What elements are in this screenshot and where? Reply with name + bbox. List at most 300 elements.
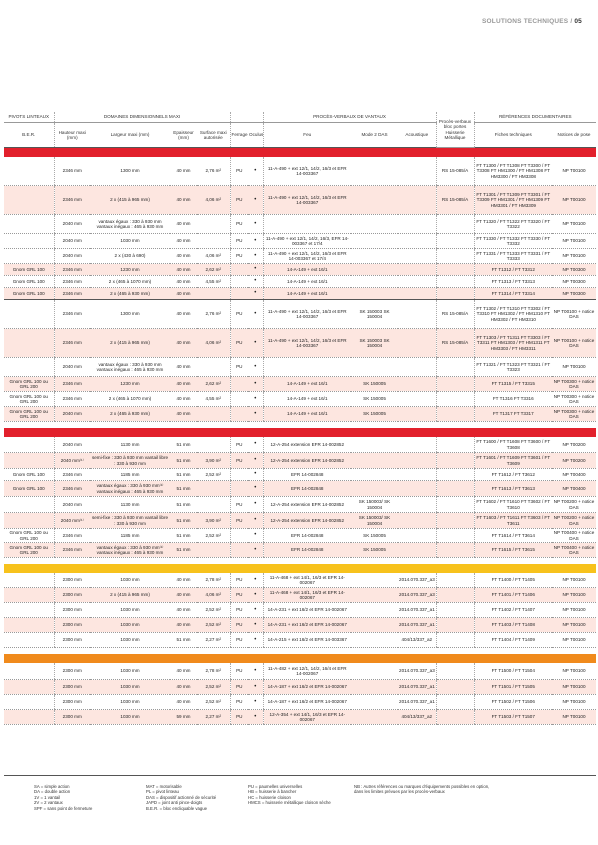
- mode-das-cell: [351, 249, 398, 264]
- surface-cell: 2,27 m²: [197, 633, 230, 648]
- oculus-cell: •: [248, 513, 263, 529]
- legend-entry: PL = pivot linteau: [146, 789, 179, 795]
- ferrage-cell: PU: [230, 680, 248, 695]
- ber-cell: [4, 234, 54, 249]
- epaisseur-cell: 51 mm: [170, 497, 197, 513]
- ber-cell: [4, 573, 54, 588]
- ber-cell: [4, 329, 54, 358]
- oculus-cell: •: [248, 234, 263, 249]
- oculus-cell: •: [248, 543, 263, 558]
- section-band-red: [4, 428, 596, 437]
- ferrage-cell: [230, 481, 248, 497]
- surface-cell: 2,78 m²: [197, 573, 230, 588]
- acoustique-cell: 2014.070.337_a3: [398, 573, 436, 588]
- feu-cell: 11-A-490 + ext 12/1, 14/2, 16/3 et EFR 14-003367: [263, 157, 351, 186]
- surface-cell: 4,06 m²: [197, 329, 230, 358]
- acoustique-cell: [398, 358, 436, 377]
- ber-cell: Gnom GRL 100: [4, 276, 54, 288]
- legend-col-1: [34, 784, 92, 811]
- ber-cell: [4, 618, 54, 633]
- notices-cell: NP T00100 + notice DAS: [552, 300, 596, 329]
- ber-cell: Gnom GRL 100: [4, 481, 54, 497]
- surface-cell: 2,52 m²: [197, 680, 230, 695]
- feu-cell: [263, 358, 351, 377]
- ferrage-cell: [230, 377, 248, 392]
- section-band-yel: [4, 564, 596, 573]
- epaisseur-cell: 51 mm: [170, 469, 197, 481]
- largeur-cell: 2 x (465 à 1070 mm): [90, 276, 170, 288]
- col-surface: Surface maxi autorisée: [197, 123, 230, 148]
- ferrage-cell: [230, 392, 248, 407]
- surface-cell: 4,55 m²: [197, 276, 230, 288]
- oculus-cell: •: [248, 392, 263, 407]
- table-row: [4, 588, 596, 603]
- table-row: [4, 497, 596, 513]
- table-row: [4, 186, 596, 215]
- acoustique-cell: 2014.070.337_a3: [398, 588, 436, 603]
- table-row: [4, 392, 596, 407]
- group-pivots: PIVOTS LINTEAUX: [4, 112, 54, 123]
- largeur-cell: 1030 mm: [90, 695, 170, 710]
- notices-cell: NP T00100 + notice DAS: [552, 329, 596, 358]
- fiches-cell: FT T1320 / FT T1322 FT T3320 / FT T3322: [474, 215, 552, 234]
- table-row: [4, 469, 596, 481]
- legend-entry: DA = double action: [34, 789, 71, 795]
- pv-bloc-cell: [436, 633, 474, 648]
- legend-entry: B.E.R. = bloc encliquable vague: [146, 805, 208, 811]
- feu-cell: 12-A-254 extension EFR 14-002852: [263, 513, 351, 529]
- acoustique-cell: [398, 288, 436, 300]
- epaisseur-cell: 51 mm: [170, 543, 197, 558]
- acoustique-cell: [398, 543, 436, 558]
- mode-das-cell: [351, 276, 398, 288]
- fiches-cell: FT T1502 / FT T1506: [474, 695, 552, 710]
- legend-divider: [4, 775, 596, 776]
- pv-bloc-cell: [436, 680, 474, 695]
- pv-bloc-cell: [436, 249, 474, 264]
- col-feu: Feu: [263, 123, 351, 148]
- mode-das-cell: [351, 453, 398, 469]
- table-row: [4, 249, 596, 264]
- fiches-cell: FT T1312 / FT T3312: [474, 264, 552, 276]
- feu-cell: 14-A-149 + ext 16/1: [263, 276, 351, 288]
- oculus-cell: •: [248, 453, 263, 469]
- feu-cell: EFR 14-002848: [263, 481, 351, 497]
- epaisseur-cell: 40 mm: [170, 663, 197, 680]
- fiches-cell: FT T1401 / FT T1406: [474, 588, 552, 603]
- surface-cell: 2,52 m²: [197, 529, 230, 543]
- col-notices: Notices de pose: [552, 123, 596, 148]
- epaisseur-cell: 40 mm: [170, 264, 197, 276]
- surface-cell: 2,62 m²: [197, 264, 230, 276]
- notices-cell: NP T00100: [552, 234, 596, 249]
- pv-bloc-cell: RS 15-085/A: [436, 186, 474, 215]
- ferrage-cell: [230, 407, 248, 422]
- surface-cell: [197, 288, 230, 300]
- hauteur-cell: 2346 mm: [54, 469, 90, 481]
- surface-cell: 2,78 m²: [197, 663, 230, 680]
- hauteur-cell: 2346 mm: [54, 186, 90, 215]
- notices-cell: NP T00400 + notice DAS: [552, 543, 596, 558]
- oculus-cell: •: [248, 437, 263, 453]
- ferrage-cell: PU: [230, 300, 248, 329]
- ber-cell: Gnom GRL 100: [4, 469, 54, 481]
- surface-cell: [197, 481, 230, 497]
- ber-cell: [4, 157, 54, 186]
- feu-cell: 11-A-468 + ext 14/1, 16/3 et EFR 14-002067: [263, 588, 351, 603]
- mode-das-cell: SK 150005: [351, 529, 398, 543]
- mode-das-cell: [351, 618, 398, 633]
- hauteur-cell: 2346 mm: [54, 377, 90, 392]
- fiches-cell: FT T1601 / FT T1609 FT T3601 / FT T3609: [474, 453, 552, 469]
- mode-das-cell: SK 150003 SK 150004: [351, 300, 398, 329]
- epaisseur-cell: 40 mm: [170, 588, 197, 603]
- surface-cell: [197, 437, 230, 453]
- legend-entry: dans les limites prévues par les procès-verbaux: [354, 789, 445, 795]
- largeur-cell: 2 x (430 à 690): [90, 249, 170, 264]
- notices-cell: NP T00200 + notice DAS: [552, 513, 596, 529]
- surface-cell: [197, 407, 230, 422]
- mode-das-cell: SK 150003/ SK 150004: [351, 497, 398, 513]
- pv-bloc-cell: [436, 437, 474, 453]
- fiches-cell: FT T1330 / FT T1332 FT T3330 / FT T3332: [474, 234, 552, 249]
- largeur-cell: 1030 mm: [90, 680, 170, 695]
- ber-cell: Gnom GRL 100 ou GRL 200: [4, 407, 54, 422]
- pv-bloc-cell: RS 15-085/A: [436, 157, 474, 186]
- hauteur-cell: 2346 mm: [54, 481, 90, 497]
- col-proces-verbaux-bloc: Procès-verbaux bloc portes Huisserie Métallique: [436, 112, 474, 148]
- fiches-cell: FT T1614 / FT T3614: [474, 529, 552, 543]
- notices-cell: NP T00300: [552, 264, 596, 276]
- hauteur-cell: 2346 mm: [54, 300, 90, 329]
- acoustique-cell: [398, 481, 436, 497]
- hauteur-cell: 2300 mm: [54, 588, 90, 603]
- fiches-cell: FT T1313 / FT T3313: [474, 276, 552, 288]
- epaisseur-cell: 40 mm: [170, 186, 197, 215]
- ber-cell: Gnom GRL 100 ou GRL 200: [4, 529, 54, 543]
- technical-table: [4, 112, 596, 725]
- ferrage-cell: PU: [230, 249, 248, 264]
- ferrage-cell: PU: [230, 710, 248, 725]
- acoustique-cell: 2014.070.337_a1: [398, 618, 436, 633]
- oculus-cell: •: [248, 276, 263, 288]
- largeur-cell: 1130 mm: [90, 497, 170, 513]
- mode-das-cell: SK 150005: [351, 392, 398, 407]
- ber-cell: [4, 437, 54, 453]
- feu-cell: 14-A-231 + ext 16/2 et EFR 14-002067: [263, 603, 351, 618]
- feu-cell: 14-A-149 + ext 16/1: [263, 377, 351, 392]
- fiches-cell: FT T1302 / FT T1310 FT T3302 / FT T3310 FT HM1302 / FT HM1310 FT HM3302 / FT HM3310: [474, 300, 552, 329]
- ber-cell: Gnom GRL 100 ou GRL 200: [4, 543, 54, 558]
- hauteur-cell: 2300 mm: [54, 663, 90, 680]
- ferrage-cell: PU: [230, 618, 248, 633]
- feu-cell: 11-A-482 + ext 12/1, 14/2, 16/4 et EFR 14-002067: [263, 663, 351, 680]
- ferrage-cell: [230, 469, 248, 481]
- table-row: [4, 157, 596, 186]
- surface-cell: 2,52 m²: [197, 603, 230, 618]
- pv-bloc-cell: [436, 276, 474, 288]
- fiches-cell: FT T1303 / FT T1311 FT T3303 / FT T3311 FT HM1303 / FT HM1311 FT HM3303 / FT HM3311: [474, 329, 552, 358]
- surface-cell: 2,52 m²: [197, 695, 230, 710]
- feu-cell: [263, 215, 351, 234]
- fiches-cell: FT T1314 / FT T3314: [474, 288, 552, 300]
- largeur-cell: 1030 mm: [90, 618, 170, 633]
- legend-entry: NB : Autres références ou marques d'équipements possibles en option,: [354, 784, 490, 789]
- pv-bloc-cell: [436, 215, 474, 234]
- table-row: [4, 695, 596, 710]
- table-row: [4, 288, 596, 300]
- epaisseur-cell: 40 mm: [170, 288, 197, 300]
- mode-das-cell: [351, 234, 398, 249]
- oculus-cell: •: [248, 407, 263, 422]
- feu-cell: 14-A-187 + ext 16/2 et EFR 14-002067: [263, 680, 351, 695]
- col-fiches: Fiches techniques: [474, 123, 552, 148]
- surface-cell: 4,55 m²: [197, 392, 230, 407]
- pv-bloc-cell: [436, 264, 474, 276]
- epaisseur-cell: 40 mm: [170, 573, 197, 588]
- surface-cell: 3,90 m²: [197, 453, 230, 469]
- epaisseur-cell: 51 mm: [170, 529, 197, 543]
- surface-cell: 2,52 m²: [197, 618, 230, 633]
- fiches-cell: FT T1602 / FT T1610 FT T3602 / FT T3610: [474, 497, 552, 513]
- oculus-cell: •: [248, 710, 263, 725]
- ber-cell: [4, 588, 54, 603]
- notices-cell: NP T00100: [552, 249, 596, 264]
- ber-cell: [4, 633, 54, 648]
- legend-col-4: [354, 784, 489, 795]
- hauteur-cell: 2040 mm⁽¹⁾: [54, 453, 90, 469]
- group-pv: PROCÈS-VERBAUX DE VANTAUX: [263, 112, 436, 123]
- table-body: [4, 148, 596, 725]
- ber-cell: [4, 453, 54, 469]
- table-row: [4, 680, 596, 695]
- table-row: [4, 633, 596, 648]
- pv-bloc-cell: [436, 543, 474, 558]
- ber-cell: [4, 300, 54, 329]
- feu-cell: 11-A-468 + ext 14/1, 16/3 et EFR 14-002067: [263, 573, 351, 588]
- notices-cell: NP T00100: [552, 186, 596, 215]
- largeur-cell: 2 x (415 à 965 mm): [90, 186, 170, 215]
- hauteur-cell: 2346 mm: [54, 264, 90, 276]
- notices-cell: NP T00400: [552, 469, 596, 481]
- mode-das-cell: [351, 695, 398, 710]
- ber-cell: [4, 513, 54, 529]
- acoustique-cell: 2014.070.337_a1: [398, 695, 436, 710]
- pv-bloc-cell: [436, 392, 474, 407]
- mode-das-cell: [351, 710, 398, 725]
- mode-das-cell: [351, 603, 398, 618]
- group-dimensions: DOMAINES DIMENSIONNELS MAXI: [54, 112, 230, 123]
- epaisseur-cell: 40 mm: [170, 157, 197, 186]
- notices-cell: NP T00100: [552, 695, 596, 710]
- ber-cell: [4, 186, 54, 215]
- oculus-cell: •: [248, 249, 263, 264]
- notices-cell: NP T00300: [552, 276, 596, 288]
- hauteur-cell: 2300 mm: [54, 633, 90, 648]
- ferrage-cell: PU: [230, 603, 248, 618]
- acoustique-cell: [398, 186, 436, 215]
- feu-cell: EFR 14-002848: [263, 543, 351, 558]
- oculus-cell: •: [248, 469, 263, 481]
- page-header: [482, 18, 582, 25]
- pv-bloc-cell: [436, 481, 474, 497]
- largeur-cell: 2 x (465 à 930 mm): [90, 407, 170, 422]
- col-hauteur: Hauteur maxi (mm): [54, 123, 90, 148]
- acoustique-cell: [398, 529, 436, 543]
- pv-bloc-cell: [436, 710, 474, 725]
- largeur-cell: 1030 mm: [90, 710, 170, 725]
- notices-cell: NP T00100: [552, 603, 596, 618]
- oculus-cell: •: [248, 497, 263, 513]
- mode-das-cell: [351, 573, 398, 588]
- legend-entry: HC = huisserie cloison: [248, 794, 291, 800]
- epaisseur-cell: 40 mm: [170, 618, 197, 633]
- fiches-cell: FT T1300 / FT T1308 FT T3300 / FT T3308 FT HM1300 / FT HM1308 FT HM3300 / FT HM3308: [474, 157, 552, 186]
- mode-das-cell: [351, 469, 398, 481]
- page-number: 05: [574, 18, 582, 25]
- oculus-cell: •: [248, 300, 263, 329]
- oculus-cell: •: [248, 529, 263, 543]
- mode-das-cell: [351, 481, 398, 497]
- pv-bloc-cell: [436, 407, 474, 422]
- feu-cell: 12-A-254 extension EFR 14-002852: [263, 437, 351, 453]
- ferrage-cell: PU: [230, 215, 248, 234]
- pv-bloc-cell: [436, 453, 474, 469]
- surface-cell: 2,27 m²: [197, 710, 230, 725]
- table-row: [4, 264, 596, 276]
- acoustique-cell: [398, 329, 436, 358]
- feu-cell: 11-A-490 + ext 12/1, 14/2, 16/3 et EFR 14-003367: [263, 186, 351, 215]
- ber-cell: [4, 695, 54, 710]
- hauteur-cell: 2040 mm⁽¹⁾: [54, 513, 90, 529]
- feu-cell: EFR 14-002848: [263, 469, 351, 481]
- legend-col-2: [146, 784, 216, 811]
- largeur-cell: 1030 mm: [90, 573, 170, 588]
- hauteur-cell: 2300 mm: [54, 680, 90, 695]
- epaisseur-cell: 40 mm: [170, 358, 197, 377]
- pv-bloc-cell: [436, 573, 474, 588]
- oculus-cell: •: [248, 215, 263, 234]
- acoustique-cell: [398, 497, 436, 513]
- fiches-cell: FT T1603 / FT T1611 FT T3603 / FT T3611: [474, 513, 552, 529]
- hauteur-cell: 2346 mm: [54, 276, 90, 288]
- hauteur-cell: 2346 mm: [54, 392, 90, 407]
- feu-cell: 11-A-490 + ext 12/1, 14/2, 16/3 et EFR 14-003367: [263, 329, 351, 358]
- epaisseur-cell: 40 mm: [170, 300, 197, 329]
- feu-cell: 12-A-254 extension EFR 14-002852: [263, 497, 351, 513]
- feu-cell: 12-A-354 + ext 14/1, 16/3 et EFR 14-002067: [263, 710, 351, 725]
- ber-cell: [4, 603, 54, 618]
- ferrage-cell: PU: [230, 588, 248, 603]
- ferrage-cell: PU: [230, 358, 248, 377]
- hauteur-cell: 2040 mm: [54, 407, 90, 422]
- acoustique-cell: [398, 215, 436, 234]
- ferrage-cell: [230, 543, 248, 558]
- feu-cell: 14-A-149 + ext 16/1: [263, 264, 351, 276]
- oculus-cell: •: [248, 695, 263, 710]
- legend-col-3: [248, 784, 331, 806]
- epaisseur-cell: 51 mm: [170, 453, 197, 469]
- ber-cell: [4, 215, 54, 234]
- ferrage-cell: [230, 288, 248, 300]
- legend-entry: DAS = dispositif actionné de sécurité: [146, 794, 217, 800]
- feu-cell: 11-A-490 + ext 12/1, 14/2, 16/3 et EFR 14-003367: [263, 300, 351, 329]
- mode-das-cell: [351, 186, 398, 215]
- hauteur-cell: 2346 mm: [54, 157, 90, 186]
- notices-cell: NP T00200: [552, 437, 596, 453]
- table-row: [4, 407, 596, 422]
- surface-cell: 2,52 m²: [197, 469, 230, 481]
- ber-cell: Gnom GRL 100 ou GRL 200: [4, 392, 54, 407]
- mode-das-cell: SK 150005: [351, 407, 398, 422]
- hauteur-cell: 2040 mm: [54, 437, 90, 453]
- feu-cell: 14-A-215 + ext 16/2 et EFR 14-003367: [263, 633, 351, 648]
- acoustique-cell: [398, 437, 436, 453]
- table-row: [4, 329, 596, 358]
- pv-bloc-cell: RS 15-085/A: [436, 300, 474, 329]
- epaisseur-cell: 40 mm: [170, 276, 197, 288]
- largeur-cell: 1300 mm: [90, 157, 170, 186]
- largeur-cell: vantaux égaux : 330 à 930 mm⁽¹⁾ vantaux inégaux : 465 à 930 mm: [90, 481, 170, 497]
- epaisseur-cell: 40 mm: [170, 215, 197, 234]
- epaisseur-cell: 40 mm: [170, 680, 197, 695]
- feu-cell: 14-A-149 + ext 16/1: [263, 288, 351, 300]
- surface-cell: 4,06 m²: [197, 588, 230, 603]
- oculus-cell: •: [248, 377, 263, 392]
- mode-das-cell: [351, 633, 398, 648]
- mode-das-cell: [351, 588, 398, 603]
- notices-cell: NP T00100: [552, 573, 596, 588]
- table-row: [4, 618, 596, 633]
- table-row: [4, 663, 596, 680]
- largeur-cell: 1130 mm: [90, 437, 170, 453]
- notices-cell: NP T00100: [552, 710, 596, 725]
- fiches-cell: FT T1331 / FT T1333 FT T3331 / FT T3333: [474, 249, 552, 264]
- ber-cell: [4, 710, 54, 725]
- feu-cell: 11-A-490 + ext 12/1, 14/2, 16/3, EFR 14-003367 et 17/4: [263, 234, 351, 249]
- ferrage-cell: PU: [230, 453, 248, 469]
- legend-entry: MAT = motorisable: [146, 784, 182, 789]
- acoustique-cell: [398, 276, 436, 288]
- epaisseur-cell: 51 mm: [170, 513, 197, 529]
- oculus-cell: •: [248, 288, 263, 300]
- mode-das-cell: [351, 157, 398, 186]
- oculus-cell: •: [248, 481, 263, 497]
- col-ferrage: Ferrage: [230, 123, 248, 148]
- acoustique-cell: 404/13/337_a2: [398, 633, 436, 648]
- acoustique-cell: [398, 392, 436, 407]
- epaisseur-cell: 40 mm: [170, 407, 197, 422]
- largeur-cell: vantaux égaux : 330 à 930 mm vantaux inégaux : 465 à 930 mm: [90, 215, 170, 234]
- feu-cell: 11-A-490 + ext 12/1, 14/2, 16/3 et EFR 14-003367 et 17/4: [263, 249, 351, 264]
- hauteur-cell: 2040 mm: [54, 215, 90, 234]
- oculus-cell: •: [248, 573, 263, 588]
- hauteur-cell: 2300 mm: [54, 618, 90, 633]
- hauteur-cell: 2040 mm: [54, 249, 90, 264]
- hauteur-cell: 2346 mm: [54, 329, 90, 358]
- largeur-cell: semi-fixe : 330 à 930 mm vantail libre : 330 à 930 mm: [90, 513, 170, 529]
- ferrage-cell: PU: [230, 663, 248, 680]
- pv-bloc-cell: [436, 529, 474, 543]
- hauteur-cell: 2300 mm: [54, 603, 90, 618]
- legend-entry: HB = huisserie à bancher: [248, 789, 297, 795]
- largeur-cell: 2 x (465 à 930 mm): [90, 288, 170, 300]
- notices-cell: NP T00300 + notice DAS: [552, 377, 596, 392]
- table-row: [4, 710, 596, 725]
- ferrage-cell: PU: [230, 234, 248, 249]
- mode-das-cell: [351, 215, 398, 234]
- oculus-cell: •: [248, 358, 263, 377]
